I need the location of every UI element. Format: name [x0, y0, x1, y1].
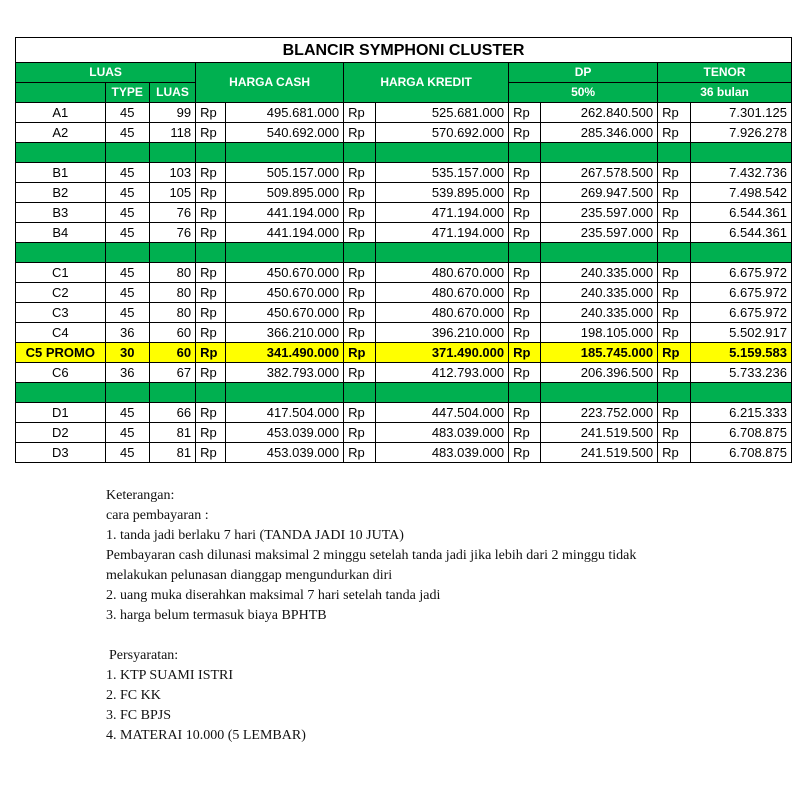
table-row [16, 303, 792, 323]
cell-luas: 76 [149, 203, 195, 223]
requirement-item: 1. KTP SUAMI ISTRI [106, 668, 234, 683]
separator-cell [344, 383, 376, 403]
cell-currency: Rp [196, 203, 226, 223]
cell-currency: Rp [344, 303, 376, 323]
cell-harga-cash: 366.210.000 [226, 323, 344, 343]
table-row [16, 223, 792, 243]
cell-currency: Rp [344, 263, 376, 283]
separator-cell [691, 243, 792, 263]
table-row [16, 443, 792, 463]
cell-currency: Rp [509, 443, 541, 463]
cell-currency: Rp [509, 103, 541, 123]
cell-harga-cash: 450.670.000 [226, 283, 344, 303]
separator-cell [226, 143, 344, 163]
cell-currency: Rp [344, 363, 376, 383]
cell-currency: Rp [509, 343, 541, 363]
cell-harga-cash: 441.194.000 [226, 223, 344, 243]
table-row [16, 203, 792, 223]
cell-currency: Rp [196, 283, 226, 303]
separator-cell [105, 383, 149, 403]
cell-luas: 66 [149, 403, 195, 423]
cell-harga-kredit: 471.194.000 [376, 223, 509, 243]
cell-currency: Rp [344, 283, 376, 303]
cell-dp: 235.597.000 [541, 223, 658, 243]
cell-currency: Rp [344, 123, 376, 143]
cell-harga-cash: 450.670.000 [226, 303, 344, 323]
cell-currency: Rp [196, 323, 226, 343]
cell-currency: Rp [509, 363, 541, 383]
notes-section [106, 486, 786, 746]
cell-dp: 240.335.000 [541, 263, 658, 283]
cell-dp: 269.947.500 [541, 183, 658, 203]
cell-type: 45 [105, 223, 149, 243]
cell-harga-kredit: 480.670.000 [376, 303, 509, 323]
cell-harga-cash: 382.793.000 [226, 363, 344, 383]
table-title: BLANCIR SYMPHONI CLUSTER [16, 38, 792, 63]
cell-dp: 240.335.000 [541, 283, 658, 303]
separator-cell [376, 143, 509, 163]
cell-luas: 80 [149, 303, 195, 323]
separator-cell [149, 383, 195, 403]
cell-harga-cash: 495.681.000 [226, 103, 344, 123]
separator-cell [226, 243, 344, 263]
cell-unit: C1 [16, 263, 106, 283]
table-row [16, 283, 792, 303]
cell-tenor: 7.432.736 [691, 163, 792, 183]
table-row [16, 343, 792, 363]
cell-tenor: 6.708.875 [691, 443, 792, 463]
cell-harga-kredit: 483.039.000 [376, 423, 509, 443]
separator-cell [344, 143, 376, 163]
cell-currency: Rp [509, 203, 541, 223]
cell-harga-cash: 505.157.000 [226, 163, 344, 183]
separator-cell [105, 243, 149, 263]
header-harga-kredit: HARGA KREDIT [344, 63, 509, 103]
notes-line: 3. harga belum termasuk biaya BPHTB [106, 608, 327, 623]
table-row [16, 403, 792, 423]
cell-tenor: 6.675.972 [691, 283, 792, 303]
cell-luas: 118 [149, 123, 195, 143]
cell-harga-kredit: 471.194.000 [376, 203, 509, 223]
cell-dp: 241.519.500 [541, 423, 658, 443]
requirement-item: 2. FC KK [106, 688, 161, 703]
cell-currency: Rp [196, 163, 226, 183]
requirements-heading: Persyaratan: [109, 648, 179, 663]
cell-type: 45 [105, 423, 149, 443]
cell-harga-kredit: 539.895.000 [376, 183, 509, 203]
cell-luas: 105 [149, 183, 195, 203]
cell-currency: Rp [658, 183, 691, 203]
cell-unit: A1 [16, 103, 106, 123]
cell-harga-cash: 509.895.000 [226, 183, 344, 203]
cell-type: 30 [105, 343, 149, 363]
separator-cell [658, 143, 691, 163]
cell-harga-cash: 417.504.000 [226, 403, 344, 423]
cell-type: 45 [105, 103, 149, 123]
cell-currency: Rp [658, 363, 691, 383]
cell-dp: 240.335.000 [541, 303, 658, 323]
cell-harga-cash: 453.039.000 [226, 423, 344, 443]
cell-luas: 80 [149, 263, 195, 283]
separator-cell [541, 383, 658, 403]
price-table [15, 37, 792, 463]
notes-lines [106, 506, 786, 626]
cell-tenor: 6.544.361 [691, 203, 792, 223]
price-sheet [15, 37, 792, 463]
cell-luas: 81 [149, 423, 195, 443]
cell-harga-kredit: 480.670.000 [376, 263, 509, 283]
separator-cell [149, 143, 195, 163]
separator-cell [16, 383, 106, 403]
header-blank [16, 83, 106, 103]
table-row [16, 263, 792, 283]
cell-currency: Rp [196, 343, 226, 363]
cell-unit: B4 [16, 223, 106, 243]
cell-harga-kredit: 480.670.000 [376, 283, 509, 303]
separator-cell [509, 243, 541, 263]
cell-unit: B2 [16, 183, 106, 203]
cell-currency: Rp [196, 403, 226, 423]
cell-currency: Rp [509, 163, 541, 183]
cell-currency: Rp [509, 283, 541, 303]
cell-type: 45 [105, 123, 149, 143]
separator-cell [105, 143, 149, 163]
cell-currency: Rp [344, 163, 376, 183]
cell-type: 45 [105, 163, 149, 183]
cell-luas: 60 [149, 343, 195, 363]
cell-luas: 81 [149, 443, 195, 463]
cell-dp: 198.105.000 [541, 323, 658, 343]
notes-line: Pembayaran cash dilunasi maksimal 2 minggu setelah tanda jadi jika lebih dari 2 minggu tidak [106, 548, 637, 563]
cell-currency: Rp [658, 203, 691, 223]
cell-tenor: 6.675.972 [691, 303, 792, 323]
cell-type: 45 [105, 443, 149, 463]
header-tenor: TENOR [658, 63, 792, 83]
cell-currency: Rp [196, 423, 226, 443]
cell-luas: 99 [149, 103, 195, 123]
separator-cell [16, 243, 106, 263]
cell-unit: C5 PROMO [16, 343, 106, 363]
requirement-item: 4. MATERAI 10.000 (5 LEMBAR) [106, 728, 306, 743]
header-dp-percent: 50% [509, 83, 658, 103]
cell-harga-cash: 441.194.000 [226, 203, 344, 223]
cell-harga-kredit: 535.157.000 [376, 163, 509, 183]
cell-tenor: 6.215.333 [691, 403, 792, 423]
cell-harga-kredit: 447.504.000 [376, 403, 509, 423]
cell-currency: Rp [509, 183, 541, 203]
cell-currency: Rp [196, 183, 226, 203]
cell-unit: C3 [16, 303, 106, 323]
group-separator-row [16, 243, 792, 263]
table-row [16, 323, 792, 343]
separator-cell [541, 243, 658, 263]
table-row [16, 363, 792, 383]
separator-cell [149, 243, 195, 263]
cell-tenor: 5.502.917 [691, 323, 792, 343]
cell-currency: Rp [658, 163, 691, 183]
cell-harga-kredit: 525.681.000 [376, 103, 509, 123]
cell-currency: Rp [344, 203, 376, 223]
separator-cell [16, 143, 106, 163]
cell-currency: Rp [196, 103, 226, 123]
cell-tenor: 6.675.972 [691, 263, 792, 283]
cell-tenor: 7.926.278 [691, 123, 792, 143]
cell-currency: Rp [658, 123, 691, 143]
cell-dp: 235.597.000 [541, 203, 658, 223]
separator-cell [196, 243, 226, 263]
cell-dp: 267.578.500 [541, 163, 658, 183]
cell-dp: 262.840.500 [541, 103, 658, 123]
notes-line: cara pembayaran : [106, 508, 209, 523]
header-dp: DP [509, 63, 658, 83]
cell-currency: Rp [344, 403, 376, 423]
header-row-1 [16, 63, 792, 83]
table-row [16, 103, 792, 123]
cell-luas: 76 [149, 223, 195, 243]
requirement-item: 3. FC BPJS [106, 708, 171, 723]
cell-unit: B3 [16, 203, 106, 223]
cell-luas: 103 [149, 163, 195, 183]
cell-currency: Rp [658, 423, 691, 443]
notes-heading: Keterangan: [106, 488, 175, 503]
separator-cell [658, 243, 691, 263]
separator-cell [509, 143, 541, 163]
cell-unit: C4 [16, 323, 106, 343]
cell-luas: 80 [149, 283, 195, 303]
cell-tenor: 6.708.875 [691, 423, 792, 443]
cell-currency: Rp [509, 323, 541, 343]
cell-currency: Rp [509, 303, 541, 323]
cell-currency: Rp [658, 223, 691, 243]
cell-unit: D3 [16, 443, 106, 463]
table-row [16, 123, 792, 143]
cell-dp: 206.396.500 [541, 363, 658, 383]
cell-harga-cash: 341.490.000 [226, 343, 344, 363]
cell-luas: 60 [149, 323, 195, 343]
cell-currency: Rp [658, 443, 691, 463]
header-harga-cash: HARGA CASH [196, 63, 344, 103]
cell-harga-cash: 450.670.000 [226, 263, 344, 283]
separator-cell [196, 143, 226, 163]
cell-currency: Rp [658, 303, 691, 323]
cell-currency: Rp [344, 183, 376, 203]
separator-cell [376, 243, 509, 263]
separator-cell [226, 383, 344, 403]
cell-unit: C6 [16, 363, 106, 383]
cell-currency: Rp [344, 443, 376, 463]
separator-cell [691, 383, 792, 403]
cell-currency: Rp [196, 263, 226, 283]
cell-unit: C2 [16, 283, 106, 303]
separator-cell [541, 143, 658, 163]
cell-dp: 241.519.500 [541, 443, 658, 463]
cell-currency: Rp [509, 403, 541, 423]
cell-tenor: 7.498.542 [691, 183, 792, 203]
cell-currency: Rp [509, 123, 541, 143]
table-row [16, 163, 792, 183]
cell-currency: Rp [196, 303, 226, 323]
table-row [16, 423, 792, 443]
cell-type: 45 [105, 403, 149, 423]
cell-unit: D2 [16, 423, 106, 443]
cell-type: 45 [105, 303, 149, 323]
separator-cell [509, 383, 541, 403]
separator-cell [344, 243, 376, 263]
cell-harga-cash: 453.039.000 [226, 443, 344, 463]
cell-currency: Rp [196, 223, 226, 243]
cell-dp: 285.346.000 [541, 123, 658, 143]
notes-line: 1. tanda jadi berlaku 7 hari (TANDA JADI 10 JUTA) [106, 528, 404, 543]
cell-unit: D1 [16, 403, 106, 423]
table-row [16, 183, 792, 203]
cell-harga-kredit: 396.210.000 [376, 323, 509, 343]
cell-unit: B1 [16, 163, 106, 183]
cell-currency: Rp [196, 443, 226, 463]
header-luas: LUAS [16, 63, 196, 83]
cell-currency: Rp [658, 323, 691, 343]
cell-type: 45 [105, 183, 149, 203]
header-type: TYPE [105, 83, 149, 103]
separator-cell [691, 143, 792, 163]
separator-cell [658, 383, 691, 403]
cell-tenor: 5.159.583 [691, 343, 792, 363]
separator-cell [196, 383, 226, 403]
cell-currency: Rp [344, 223, 376, 243]
cell-harga-kredit: 483.039.000 [376, 443, 509, 463]
cell-currency: Rp [509, 423, 541, 443]
cell-currency: Rp [196, 123, 226, 143]
requirements-list [106, 666, 786, 746]
cell-currency: Rp [196, 363, 226, 383]
cell-currency: Rp [509, 223, 541, 243]
cell-harga-cash: 540.692.000 [226, 123, 344, 143]
cell-harga-kredit: 570.692.000 [376, 123, 509, 143]
group-separator-row [16, 383, 792, 403]
cell-dp: 185.745.000 [541, 343, 658, 363]
cell-currency: Rp [344, 323, 376, 343]
cell-currency: Rp [658, 263, 691, 283]
table-title-row [16, 38, 792, 63]
cell-currency: Rp [658, 343, 691, 363]
header-tenor-value: 36 bulan [658, 83, 792, 103]
cell-currency: Rp [658, 103, 691, 123]
cell-type: 36 [105, 363, 149, 383]
cell-harga-kredit: 412.793.000 [376, 363, 509, 383]
group-separator-row [16, 143, 792, 163]
cell-currency: Rp [658, 283, 691, 303]
cell-type: 45 [105, 283, 149, 303]
notes-line: 2. uang muka diserahkan maksimal 7 hari setelah tanda jadi [106, 588, 441, 603]
cell-unit: A2 [16, 123, 106, 143]
separator-cell [376, 383, 509, 403]
cell-currency: Rp [344, 423, 376, 443]
header-luas-sub: LUAS [149, 83, 195, 103]
cell-type: 45 [105, 203, 149, 223]
cell-currency: Rp [509, 263, 541, 283]
cell-tenor: 7.301.125 [691, 103, 792, 123]
cell-harga-kredit: 371.490.000 [376, 343, 509, 363]
cell-type: 36 [105, 323, 149, 343]
notes-line: melakukan pelunasan dianggap mengundurkan diri [106, 568, 393, 583]
cell-dp: 223.752.000 [541, 403, 658, 423]
cell-luas: 67 [149, 363, 195, 383]
cell-currency: Rp [344, 343, 376, 363]
cell-type: 45 [105, 263, 149, 283]
cell-tenor: 5.733.236 [691, 363, 792, 383]
cell-tenor: 6.544.361 [691, 223, 792, 243]
cell-currency: Rp [658, 403, 691, 423]
cell-currency: Rp [344, 103, 376, 123]
